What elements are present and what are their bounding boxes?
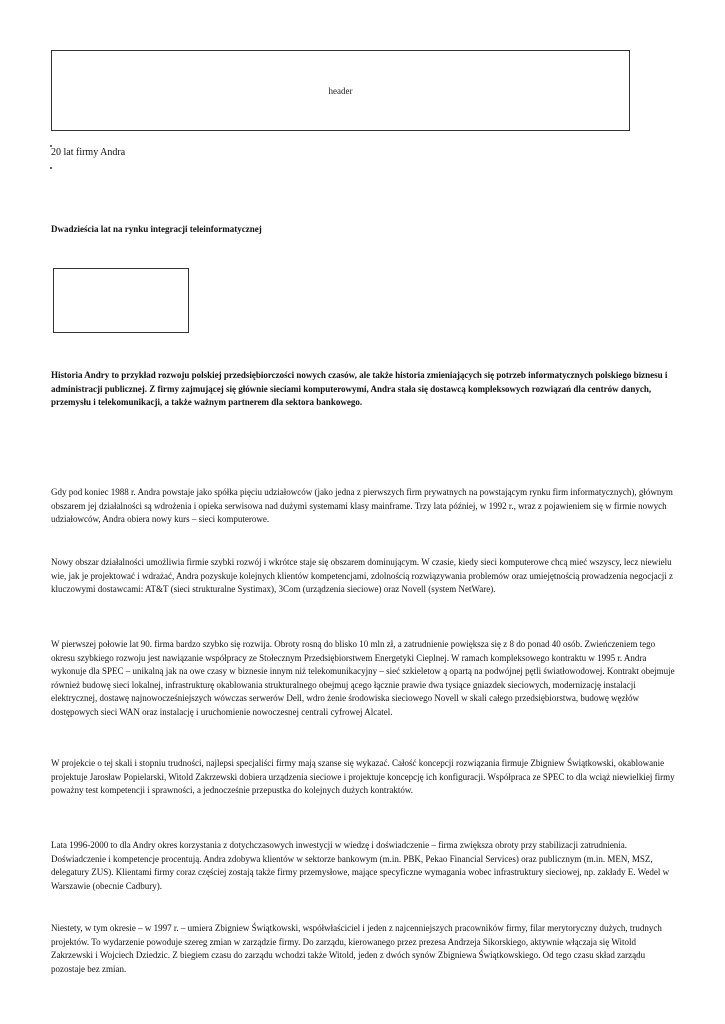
- document-subtitle: Dwadzieścia lat na rynku integracji teleinformatycznej: [51, 224, 262, 234]
- body-paragraph: Niestety, w tym okresie – w 1997 r. – umiera Zbigniew Świątkowski, współwłaściciel i jeden z najcenniejszych pracowników firmy, filar merytoryczny dużych, trudnych projektów. To wydarzenie powoduje szereg zmian w zarządzie firmy. Do zarządu, kierowanego przez prezesa Andrzeja Sikorskiego, aktywnie włączaja się Witold Zakrzewski i Wojciech Dziedzic. Z biegiem czasu do zarządu wchodzi także Witold, jeden z dwóch synów Zbigniewa Świątkowskiego. Od tego czasu skład zarządu pozostaje bez zmian.: [51, 923, 662, 974]
- body-paragraph: Nowy obszar działalności umożliwia firmie szybki rozwój i wkrótce staje się obszarem dominującym. W czasie, kiedy sieci komputerowe chcą mieć wszyscy, lecz niewielu wie, jak je projektować i wdrażać, Andra pozyskuje kolejnych klientów kompetencjami, zdolnością rozwiązywania problemów oraz umiejętnością prowadzenia negocjacji z kluczowymi dostawcami: AT&T (sieci strukturalne Systimax), 3Com (urządzenia sieciowe) oraz Novell (system NetWare).: [51, 557, 674, 594]
- lead-paragraph: Historia Andry to przykład rozwoju polskiej przedsiębiorczości nowych czasów, ale także historia zmieniających się potrzeb informatycznych polskiego biznesu i administracji publicznej. Z firmy zajmującej się głównie sieciami komputerowymi, Andra stała się dostawcą kompleksowych rozwiązań dla centrów danych, przemysłu i telekomunikacji, a także ważnym partnerem dla sektora bankowego.: [51, 370, 668, 407]
- bullet-dot: [50, 167, 52, 169]
- page-header: [51, 50, 630, 131]
- image-placeholder: [53, 268, 189, 333]
- document-title: 20 lat firmy Andra: [51, 147, 126, 158]
- header-label: header: [328, 85, 353, 96]
- body-paragraph: Lata 1996-2000 to dla Andry okres korzystania z dotychczasowych inwestycji w wiedzę i doświadczenie – firma zwiększa obroty przy stabilizacji zatrudnienia. Doświadczenie i kompetencje procentują. Andra zdobywa klientów w sektorze bankowym (m.in. PBK, Pekao Financial Services) oraz publicznym (m.in. MEN, MSZ, delegatury ZUS). Klientami firmy coraz częściej zostają także firmy przemysłowe, mające specyficzne wymagania wobec infrastruktury sieciowej, np. zakłady E. Wedel w Warszawie (obecnie Cadbury).: [51, 840, 670, 891]
- body-paragraph: W pierwszej połowie lat 90. firma bardzo szybko się rozwija. Obroty rosną do blisko 10 mln zł, a zatrudnienie powiększa się z 8 do ponad 40 osób. Zwieńczeniem tego okresu szybkiego rozwoju jest nawiązanie współpracy ze Stołecznym Przedsiębiorstwem Energetyki Cieplnej. W ramach kompleksowego kontraktu w 1995 r. Andra wykonuje dla SPEC – unikalną jak na owe czasy w biznesie innym niż telekomunikacyjny – sieć szkieletow ą opartą na podwójnej pętli światłowodowej. Kontrakt obejmuje również budowę sieci lokalnej, infrastrukturę okablowania strukturalnego obejmuj ącego łącznie prawie dwa tysiące gniazdek sieciowych, modernizację instalacji elektrycznej, dostawę najnowocześniejszych wówczas serwerów Dell, wdro żenie środowiska sieciowego Novell w skali całego przedsiębiorstwa, budowę węzłów dostępowych sieci WAN oraz instalację i uruchomienie nowoczesnej centrali cyfrowej Alcatel.: [51, 639, 675, 717]
- body-paragraph: W projekcie o tej skali i stopniu trudności, najlepsi specjaliści firmy mają szanse się wykazać. Całość koncepcji rozwiązania firmuje Zbigniew Świątkowski, okablowanie projektuje Jarosław Popielarski, Witold Zakrzewski dobiera urządzenia sieciowe i projektuje koncepcję ich konfiguracji. Współpraca ze SPEC to dla wciąż niewielkiej firmy poważny test kompetencji i sprawności, a jednocześnie przepustka do kolejnych dużych kontraktów.: [51, 758, 675, 795]
- body-paragraph: Gdy pod koniec 1988 r. Andra powstaje jako spółka pięciu udziałowców (jako jedna z pierwszych firm prywatnych na powstającym rynku firm informatycznych), głównym obszarem jej działalności są wdrożenia i opieka serwisowa nad dużymi systemami klasy mainframe. Trzy lata później, w 1992 r., wraz z pojawieniem się w firmie nowych udziałowców, Andra obiera nowy kurs – sieci komputerowe.: [51, 487, 673, 524]
